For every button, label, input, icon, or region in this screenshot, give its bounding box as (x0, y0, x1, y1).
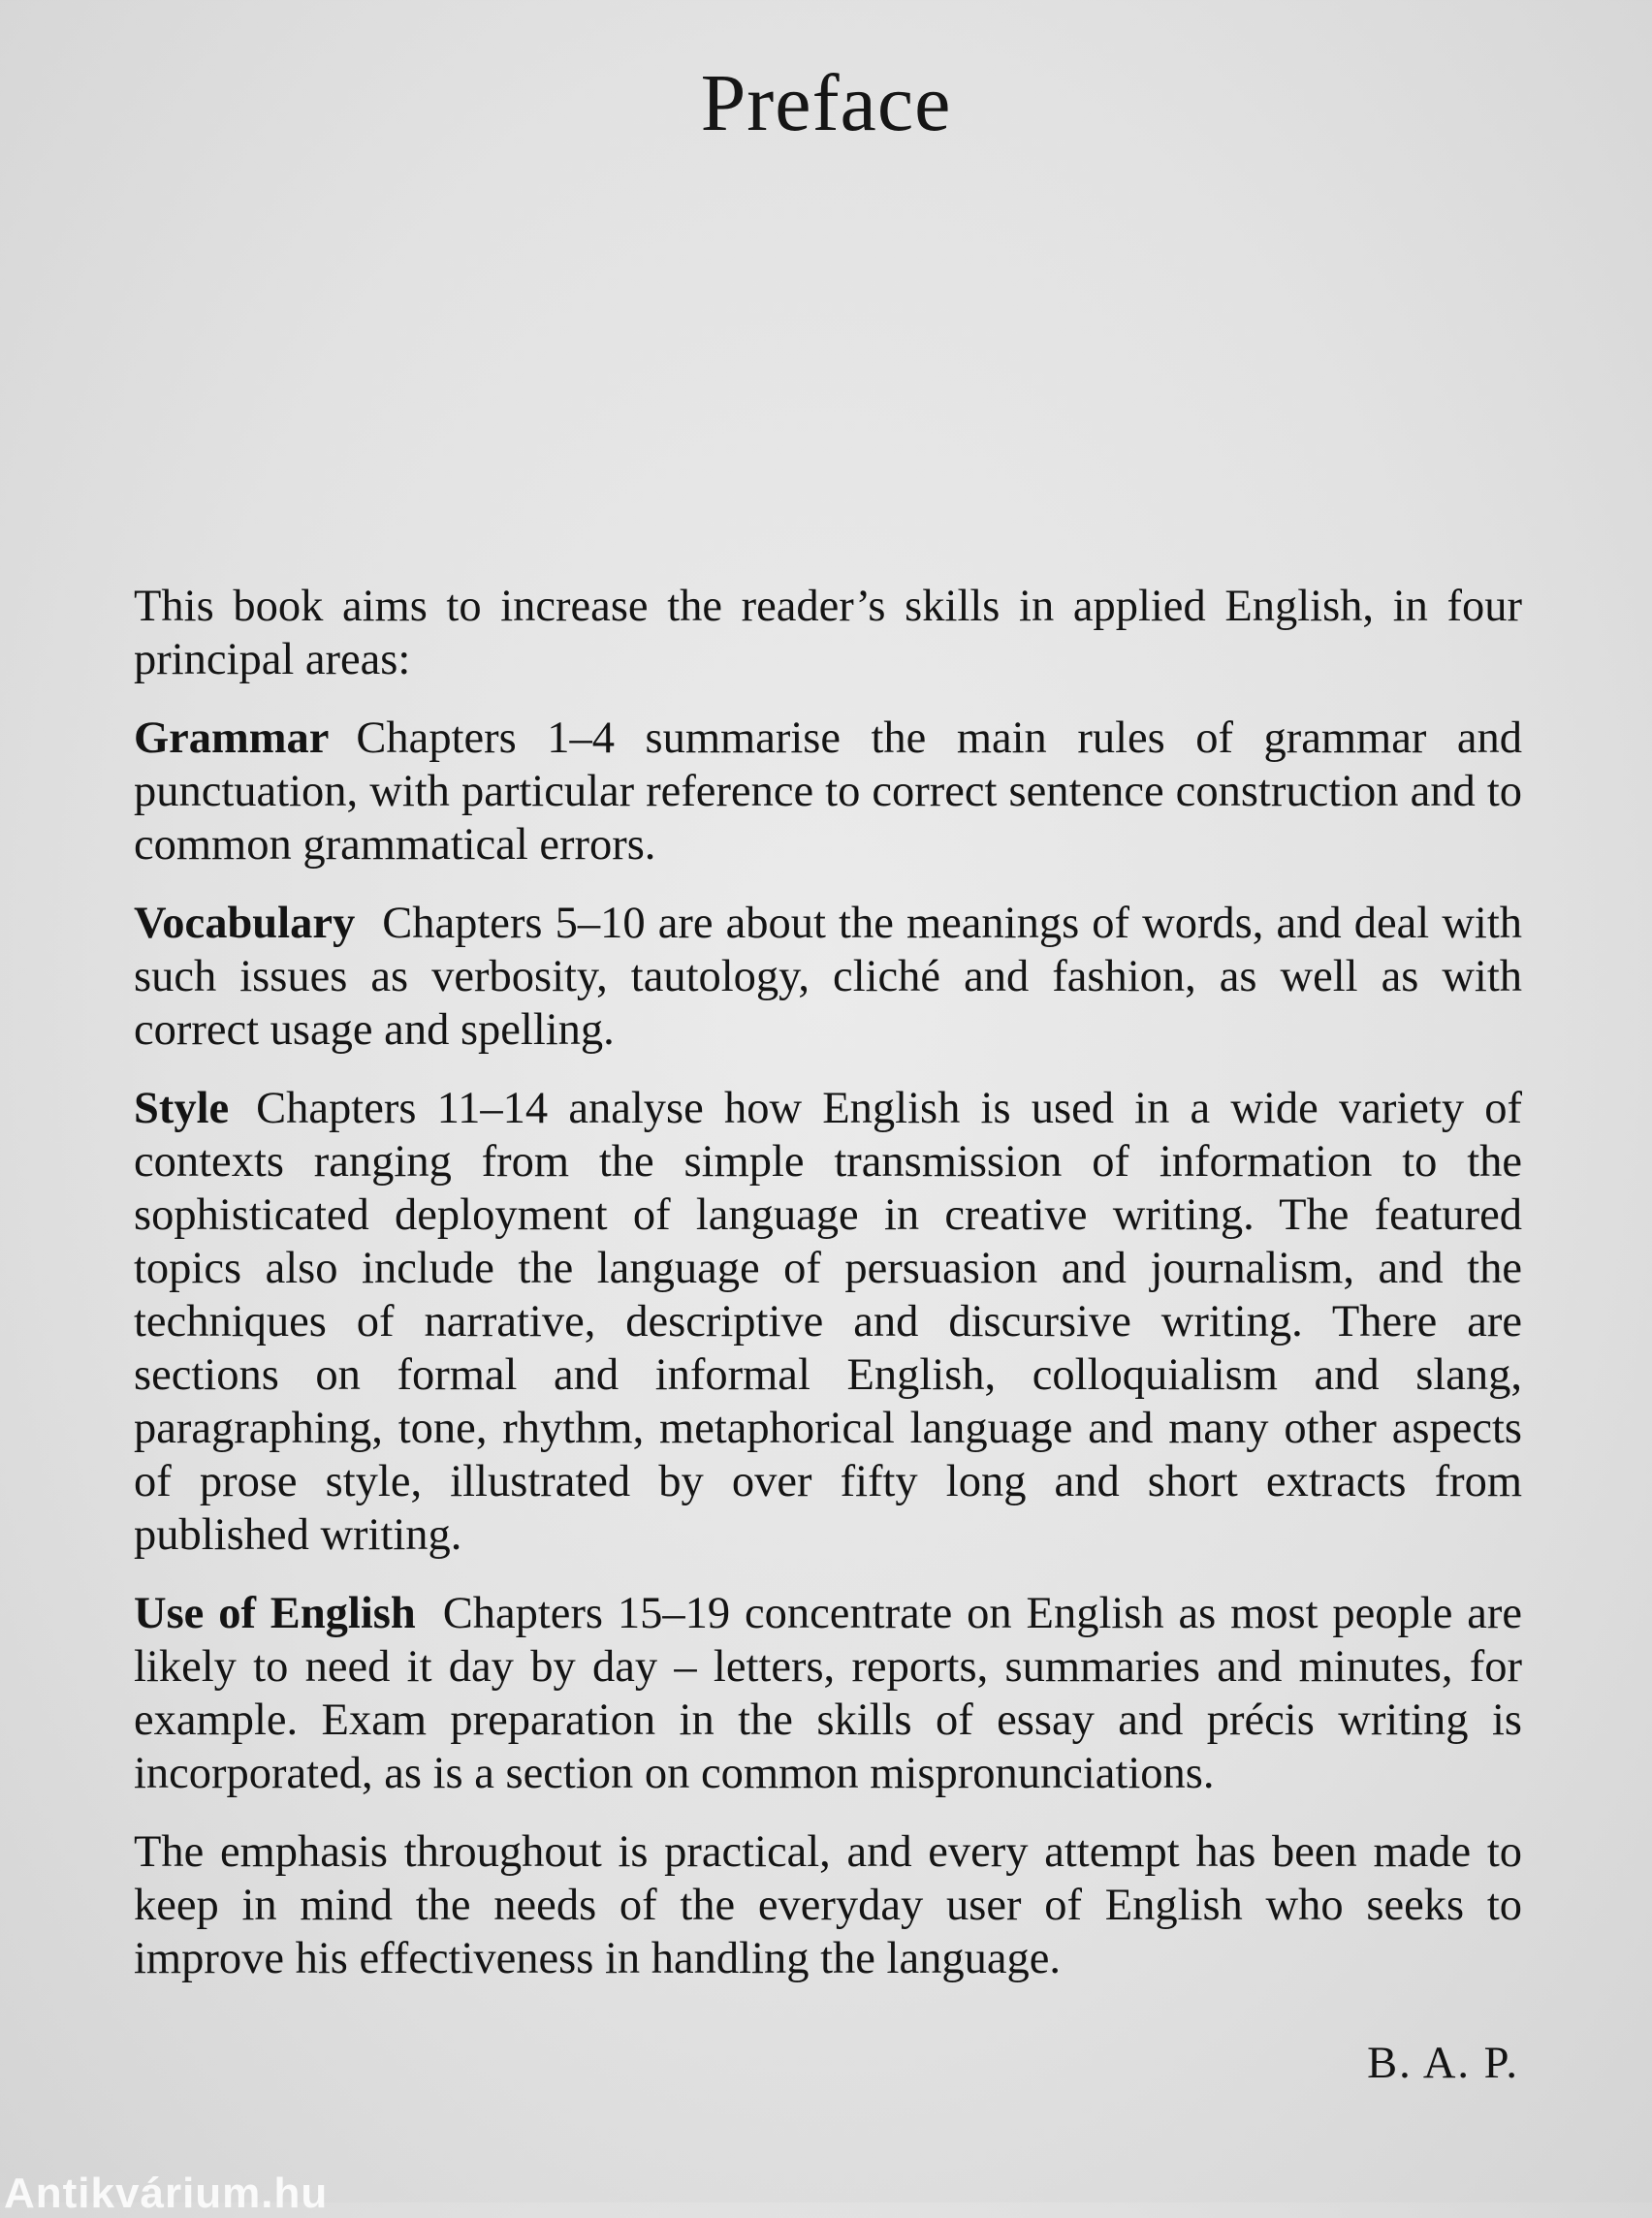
closing-paragraph: The emphasis throughout is practical, and every attempt has been made to keep in mind the needs of the everyday user of English who seeks to improve his effectiveness in handling the language. (134, 1827, 1522, 1983)
style-text: Chapters 11–14 analyse how English is used in a wide variety of contexts ranging from the simple transmission of information to the sophisticated deployment of language in creative writing. The featured topics also include the language of persuasion and journalism, and the techniques of narrative, descriptive and discursive writing. There are sections on formal and informal English, colloquialism and slang, paragraphing, tone, rhythm, metaphorical language and many other aspects of prose style, illustrated by over fifty long and short extracts from published writing. (134, 1084, 1522, 1560)
use-of-english-heading: Use of English (134, 1589, 416, 1638)
use-of-english-text: Chapters 15–19 concentrate on English as most people are likely to need it day by day – letters, reports, summaries and minutes, for example. Exam preparation in the skills of essay and précis writing is incorporated, as is a section on common mispronunciations. (134, 1589, 1522, 1798)
author-initials: B. A. P. (1367, 2039, 1519, 2088)
style-heading: Style (134, 1084, 230, 1133)
style-paragraph (134, 1082, 1522, 1562)
grammar-paragraph (134, 712, 1522, 871)
use-of-english-paragraph (134, 1587, 1522, 1800)
grammar-text: Chapters 1–4 summarise the main rules of grammar and punctuation, with particular reference to correct sentence construction and to common grammatical errors. (134, 713, 1522, 870)
vocabulary-paragraph (134, 897, 1522, 1057)
intro-paragraph: This book aims to increase the reader’s skills in applied English, in four principal areas: (134, 582, 1522, 684)
vocabulary-text: Chapters 5–10 are about the meanings of words, and deal with such issues as verbosity, tautology, cliché and fashion, as well as with correct usage and spelling. (134, 899, 1522, 1055)
grammar-heading: Grammar (134, 713, 330, 763)
vocabulary-heading: Vocabulary (134, 899, 356, 948)
watermark-text: Antikvárium.hu (4, 2170, 329, 2217)
preface-body (134, 580, 1522, 2011)
page-title: Preface (700, 58, 952, 148)
